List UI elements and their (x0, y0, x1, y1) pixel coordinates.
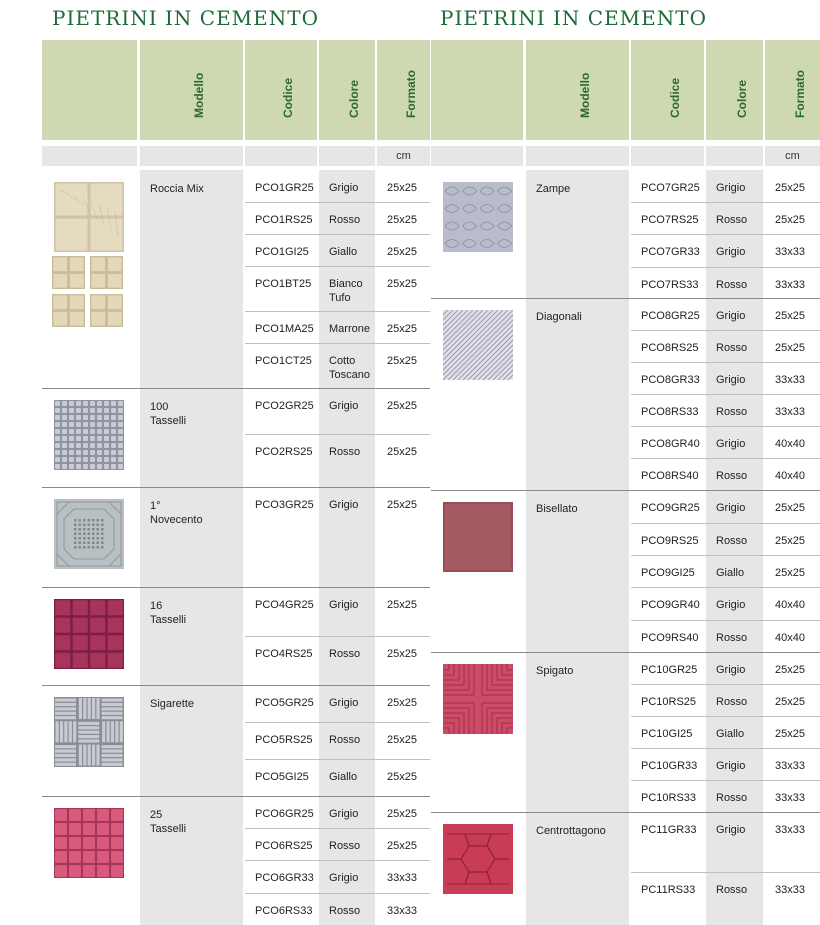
product-code: PC10RS25 (641, 696, 697, 708)
product-color: Rosso (716, 792, 748, 804)
header-modello (526, 40, 629, 140)
tasselli-25-tile (54, 808, 124, 878)
product-code: PCO9GR40 (641, 599, 700, 611)
header-colore (319, 40, 375, 140)
row-divider (631, 872, 820, 873)
header-colore (706, 40, 763, 140)
subheader-cell: cm (377, 146, 430, 166)
product-code: PCO1BT25 (255, 278, 312, 290)
product-size: 25x25 (775, 567, 805, 579)
row-divider (631, 555, 820, 556)
product-color: Rosso (716, 279, 748, 291)
header-modello-label: Modello (191, 72, 206, 118)
diagonali-tile (443, 310, 513, 380)
roccia-mix-small-tile (52, 256, 85, 289)
product-size: 25x25 (775, 728, 805, 740)
product-size: 25x25 (387, 840, 417, 852)
product-size: 33x33 (775, 406, 805, 418)
product-color: Rosso (716, 535, 748, 547)
model-name: Spigato (536, 665, 574, 677)
product-size: 33x33 (387, 905, 417, 917)
subheader-cell (140, 146, 243, 166)
product-code: PC11RS33 (641, 884, 696, 896)
row-divider (631, 458, 820, 459)
product-code: PCO7GR33 (641, 246, 700, 258)
header-codice-label: Codice (281, 77, 295, 118)
product-color: Rosso (329, 648, 361, 660)
model-name: Sigarette (150, 698, 195, 710)
product-color: Grigio (329, 599, 359, 611)
product-code: PCO5GR25 (255, 697, 314, 709)
subheader-cell (245, 146, 317, 166)
product-size: 25x25 (775, 342, 805, 354)
row-divider (631, 394, 820, 395)
product-size: 40x40 (775, 470, 805, 482)
group-divider (42, 487, 430, 488)
product-size: 25x25 (387, 648, 417, 660)
spigato-tile (443, 664, 513, 734)
product-code: PCO6GR33 (255, 872, 314, 884)
sigarette-tile (54, 697, 124, 767)
product-code: PCO7RS33 (641, 279, 699, 291)
subheader-cell (631, 146, 704, 166)
product-size: 25x25 (775, 310, 805, 322)
product-color: Grigio (716, 310, 746, 322)
header-formato-label: Formato (792, 70, 807, 118)
product-color: Grigio (716, 760, 746, 772)
product-size: 25x25 (387, 599, 417, 611)
product-size: 25x25 (775, 214, 805, 226)
product-color: Rosso (716, 406, 748, 418)
product-color: Grigio (716, 182, 746, 194)
product-code: PCO9RS25 (641, 535, 699, 547)
product-color: Giallo (716, 567, 745, 579)
row-divider (631, 362, 820, 363)
product-color: Grigio (329, 182, 359, 194)
row-divider (245, 860, 430, 861)
row-divider (631, 587, 820, 588)
model-name: Diagonali (536, 311, 582, 323)
row-divider (245, 266, 430, 267)
product-size: 40x40 (775, 632, 805, 644)
group-divider (431, 812, 820, 813)
group-divider (431, 298, 820, 299)
product-size: 25x25 (775, 182, 805, 194)
row-divider (631, 620, 820, 621)
product-code: PCO6RS25 (255, 840, 313, 852)
product-color: Giallo (329, 246, 358, 258)
product-color: Giallo (329, 771, 358, 783)
roccia-mix-tile (54, 182, 124, 252)
product-code: PCO1CT25 (255, 355, 312, 367)
row-divider (245, 893, 430, 894)
product-size: 33x33 (775, 246, 805, 258)
row-divider (245, 759, 430, 760)
product-color: Rosso (329, 905, 361, 917)
row-divider (245, 311, 430, 312)
row-divider (631, 267, 820, 268)
product-color: Grigio (329, 499, 359, 511)
product-size: 25x25 (387, 214, 417, 226)
product-color: Marrone (329, 323, 370, 335)
header-formato (765, 40, 820, 140)
product-code: PCO3GR25 (255, 499, 314, 511)
row-divider (245, 434, 430, 435)
product-color: Grigio (716, 438, 746, 450)
group-divider (42, 796, 430, 797)
header-codice-label: Codice (667, 77, 682, 118)
header-formato (377, 40, 430, 140)
subheader-cell (431, 146, 523, 166)
product-size: 25x25 (387, 499, 417, 511)
product-color: Grigio (716, 664, 746, 676)
row-divider (631, 523, 820, 524)
novecento-tile (54, 499, 124, 569)
zampe-tile (443, 182, 513, 252)
row-divider (631, 716, 820, 717)
model-name: 25 Tasselli (150, 809, 187, 835)
product-size: 33x33 (775, 824, 805, 836)
subheader-cell (706, 146, 763, 166)
model-name: 1° Novecento (150, 500, 203, 526)
product-code: PC10GR25 (641, 664, 698, 676)
left-table (42, 40, 430, 925)
product-size: 33x33 (387, 872, 417, 884)
product-code: PCO1GI25 (255, 246, 309, 258)
product-code: PCO1GR25 (255, 182, 314, 194)
model-name: Roccia Mix (150, 183, 204, 195)
roccia-mix-small-tile (52, 294, 85, 327)
subheader-cell (526, 146, 629, 166)
tasselli-16-tile (54, 599, 124, 669)
product-size: 33x33 (775, 884, 805, 896)
product-color: Rosso (716, 342, 748, 354)
product-code: PCO8RS33 (641, 406, 699, 418)
product-color: Giallo (716, 728, 745, 740)
product-color: Rosso (329, 446, 361, 458)
product-size: 25x25 (775, 664, 805, 676)
product-code: PC10GR33 (641, 760, 698, 772)
centrottagono-tile (443, 824, 513, 894)
product-color: Grigio (329, 872, 359, 884)
product-color: Grigio (716, 824, 746, 836)
header-image (431, 40, 523, 140)
product-size: 25x25 (387, 400, 417, 412)
page-title-right: PIETRINI IN CEMENTO (440, 6, 707, 30)
product-color: Grigio (716, 599, 746, 611)
row-divider (245, 828, 430, 829)
product-color: Rosso (716, 696, 748, 708)
product-size: 25x25 (387, 446, 417, 458)
header-colore-label: Colore (347, 79, 361, 118)
product-code: PCO9GI25 (641, 567, 695, 579)
row-divider (631, 202, 820, 203)
product-size: 33x33 (775, 792, 805, 804)
row-divider (245, 722, 430, 723)
product-size: 25x25 (775, 535, 805, 547)
model-name: Centrottagono (536, 825, 606, 837)
product-size: 25x25 (387, 771, 417, 783)
product-size: 25x25 (387, 734, 417, 746)
product-code: PC11GR33 (641, 824, 697, 836)
product-color: Grigio (716, 246, 746, 258)
product-code: PCO8RS25 (641, 342, 699, 354)
subheader-cell (319, 146, 375, 166)
product-color: Rosso (716, 884, 748, 896)
product-code: PCO8GR25 (641, 310, 700, 322)
row-divider (245, 234, 430, 235)
product-color: Bianco Tufo (329, 278, 363, 304)
header-formato-label: Formato (403, 70, 418, 118)
product-code: PCO4GR25 (255, 599, 314, 611)
product-code: PCO9GR25 (641, 502, 700, 514)
row-divider (245, 202, 430, 203)
product-code: PCO5RS25 (255, 734, 313, 746)
product-size: 40x40 (775, 438, 805, 450)
row-divider (631, 426, 820, 427)
group-divider (431, 652, 820, 653)
right-table (431, 40, 820, 925)
model-name: 100 Tasselli (150, 401, 187, 427)
model-name: Bisellato (536, 503, 578, 515)
product-code: PCO7GR25 (641, 182, 700, 194)
product-size: 25x25 (387, 246, 417, 258)
product-size: 25x25 (387, 355, 417, 367)
product-code: PCO5GI25 (255, 771, 309, 783)
product-color: Grigio (329, 808, 359, 820)
product-code: PCO1MA25 (255, 323, 314, 335)
product-color: Grigio (716, 374, 746, 386)
subheader-cell (42, 146, 137, 166)
product-size: 25x25 (775, 502, 805, 514)
model-name: 16 Tasselli (150, 600, 187, 626)
product-size: 25x25 (387, 278, 417, 290)
row-divider (631, 780, 820, 781)
product-code: PCO8GR40 (641, 438, 700, 450)
model-name: Zampe (536, 183, 571, 195)
product-color: Grigio (329, 400, 359, 412)
header-codice (245, 40, 317, 140)
row-divider (245, 636, 430, 637)
roccia-mix-small-tile (90, 294, 123, 327)
header-modello-label: Modello (577, 72, 592, 118)
row-divider (631, 748, 820, 749)
product-code: PCO1RS25 (255, 214, 313, 226)
product-size: 25x25 (387, 697, 417, 709)
product-code: PCO6RS33 (255, 905, 313, 917)
product-color: Rosso (329, 214, 361, 226)
bisellato-tile (443, 502, 513, 572)
product-code: PCO8GR33 (641, 374, 700, 386)
group-divider (42, 587, 430, 588)
product-code: PC10GI25 (641, 728, 693, 740)
product-size: 25x25 (387, 323, 417, 335)
header-image (42, 40, 137, 140)
product-size: 33x33 (775, 279, 805, 291)
product-size: 40x40 (775, 599, 805, 611)
group-divider (431, 490, 820, 491)
tasselli-100-tile (54, 400, 124, 470)
product-color: Rosso (716, 214, 748, 226)
product-size: 33x33 (775, 760, 805, 772)
roccia-mix-small-tile (90, 256, 123, 289)
row-divider (631, 330, 820, 331)
product-color: Grigio (329, 697, 359, 709)
product-size: 25x25 (775, 696, 805, 708)
group-divider (42, 388, 430, 389)
product-code: PCO6GR25 (255, 808, 314, 820)
product-color: Grigio (716, 502, 746, 514)
subheader-cell: cm (765, 146, 820, 166)
product-code: PCO2RS25 (255, 446, 313, 458)
row-divider (631, 234, 820, 235)
product-code: PC10RS33 (641, 792, 697, 804)
product-color: Rosso (716, 632, 748, 644)
header-codice (631, 40, 704, 140)
row-divider (631, 684, 820, 685)
row-divider (245, 343, 430, 344)
product-color: Cotto Toscano (329, 355, 370, 381)
header-modello (140, 40, 243, 140)
product-code: PCO9RS40 (641, 632, 699, 644)
product-code: PCO7RS25 (641, 214, 699, 226)
group-divider (42, 685, 430, 686)
product-size: 33x33 (775, 374, 805, 386)
page-title-left: PIETRINI IN CEMENTO (52, 6, 319, 30)
product-color: Rosso (329, 734, 361, 746)
product-size: 25x25 (387, 808, 417, 820)
product-color: Rosso (716, 470, 748, 482)
product-code: PCO2GR25 (255, 400, 314, 412)
header-colore-label: Colore (734, 79, 749, 118)
product-color: Rosso (329, 840, 361, 852)
product-code: PCO4RS25 (255, 648, 313, 660)
product-size: 25x25 (387, 182, 417, 194)
product-code: PCO8RS40 (641, 470, 699, 482)
